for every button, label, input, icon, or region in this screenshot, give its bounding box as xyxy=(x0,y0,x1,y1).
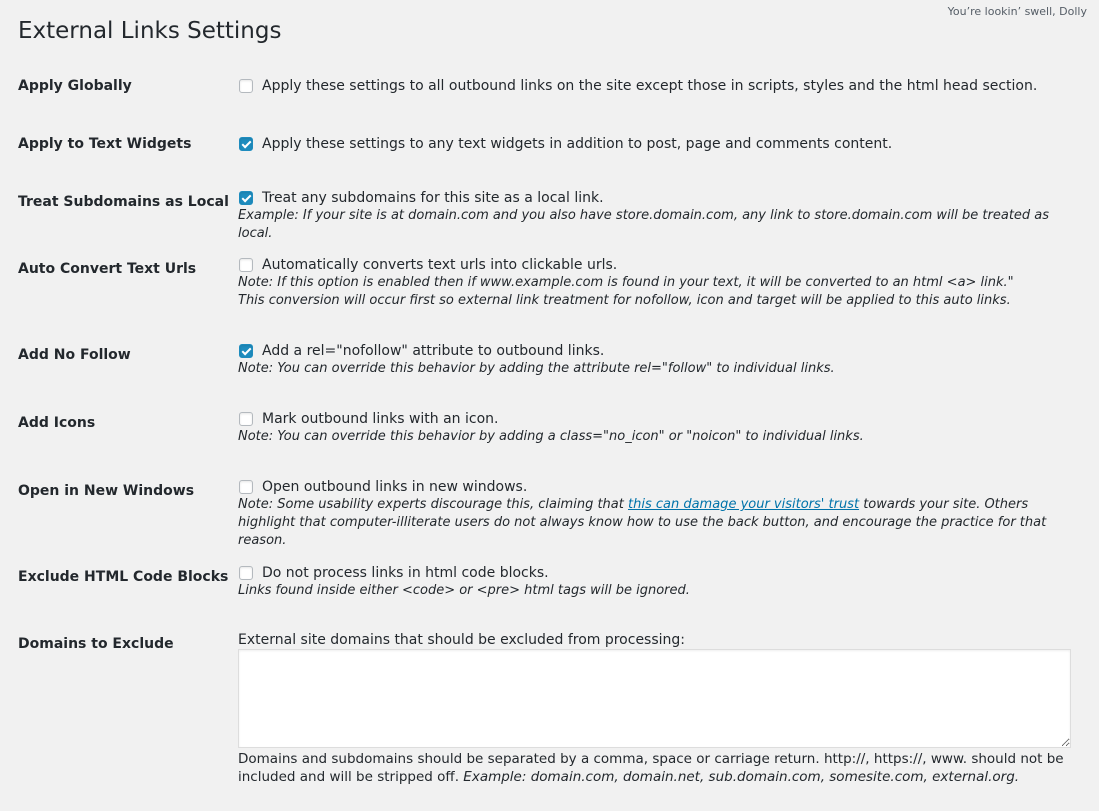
label-exclude: Domains to Exclude xyxy=(18,636,174,652)
auto-convert-note-1: Note: If this option is enabled then if www.example.com is found in your text, it will be converted to an html <a> link." xyxy=(238,275,1014,290)
subdomains-note: Example: If your site is at domain.com and you also have store.domain.com, any link to store.domain.com will be treated as local. xyxy=(238,208,1050,241)
text-widgets-checkbox[interactable] xyxy=(239,137,253,151)
icons-checkbox[interactable] xyxy=(239,412,253,426)
text-widgets-option[interactable] xyxy=(238,135,1083,153)
exclude-example: Example: domain.com, domain.net, sub.domain.com, somesite.com, external.org. xyxy=(463,769,1020,785)
text-widgets-text: Apply these settings to any text widgets in addition to post, page and comments content. xyxy=(262,136,893,152)
auto-convert-note-2: This conversion will occur first so external link treatment for nofollow, icon and target will be applied to this auto links. xyxy=(238,293,1011,308)
exclude-domains-textarea[interactable] xyxy=(238,649,1071,748)
icons-note: Note: You can override this behavior by adding a class="no_icon" or "noicon" to individual links. xyxy=(238,429,864,444)
nofollow-note: Note: You can override this behavior by adding the attribute rel="follow" to individual links. xyxy=(238,361,835,376)
label-apply-globally: Apply Globally xyxy=(18,78,132,94)
exclude-intro: External site domains that should be excluded from processing: xyxy=(238,632,686,648)
icons-option[interactable] xyxy=(238,410,1083,428)
auto-convert-text: Automatically converts text urls into clickable urls. xyxy=(262,257,618,273)
label-auto-convert: Auto Convert Text Urls xyxy=(18,261,197,277)
label-nofollow: Add No Follow xyxy=(18,347,131,363)
icons-text: Mark outbound links with an icon. xyxy=(262,411,499,427)
label-icons: Add Icons xyxy=(18,415,96,431)
nofollow-option[interactable] xyxy=(238,342,1083,360)
apply-globally-option[interactable] xyxy=(238,77,1083,95)
label-text-widgets: Apply to Text Widgets xyxy=(18,136,192,152)
exclude-help-text: Domains and subdomains should be separated by a comma, space or carriage return. http://, https://, www. should not be included and will be stripped off. xyxy=(238,751,1064,785)
page-title: External Links Settings xyxy=(18,18,282,44)
new-windows-note-pre: Note: Some usability experts discourage this, claiming that xyxy=(238,497,628,512)
auto-convert-option[interactable] xyxy=(238,256,1083,274)
new-windows-text: Open outbound links in new windows. xyxy=(262,479,528,495)
new-windows-checkbox[interactable] xyxy=(239,480,253,494)
subdomains-option[interactable] xyxy=(238,189,1083,207)
new-windows-option[interactable] xyxy=(238,478,1083,496)
exclude-help xyxy=(238,750,1083,786)
new-windows-note xyxy=(238,496,1083,550)
nofollow-text: Add a rel="nofollow" attribute to outbound links. xyxy=(262,343,605,359)
subdomains-checkbox[interactable] xyxy=(239,191,253,205)
subdomains-text: Treat any subdomains for this site as a local link. xyxy=(262,190,604,206)
label-subdomains: Treat Subdomains as Local xyxy=(18,194,229,210)
code-blocks-text: Do not process links in html code blocks. xyxy=(262,565,549,581)
new-windows-note-post: towards your site. Others highlight that computer-illiterate users do not always know how to use the back button, and encourage the practice for that reason. xyxy=(238,497,1047,548)
hello-dolly-text: You’re lookin’ swell, Dolly xyxy=(947,5,1087,18)
code-blocks-checkbox[interactable] xyxy=(239,566,253,580)
visitors-trust-link[interactable]: this can damage your visitors' trust xyxy=(628,497,860,512)
auto-convert-checkbox[interactable] xyxy=(239,258,253,272)
code-blocks-option[interactable] xyxy=(238,564,1083,582)
label-code-blocks: Exclude HTML Code Blocks xyxy=(18,569,229,585)
apply-globally-checkbox[interactable] xyxy=(239,79,253,93)
label-new-windows: Open in New Windows xyxy=(18,483,195,499)
nofollow-checkbox[interactable] xyxy=(239,344,253,358)
apply-globally-text: Apply these settings to all outbound links on the site except those in scripts, styles and the html head section. xyxy=(262,78,1038,94)
code-blocks-note: Links found inside either <code> or <pre> html tags will be ignored. xyxy=(238,583,690,598)
